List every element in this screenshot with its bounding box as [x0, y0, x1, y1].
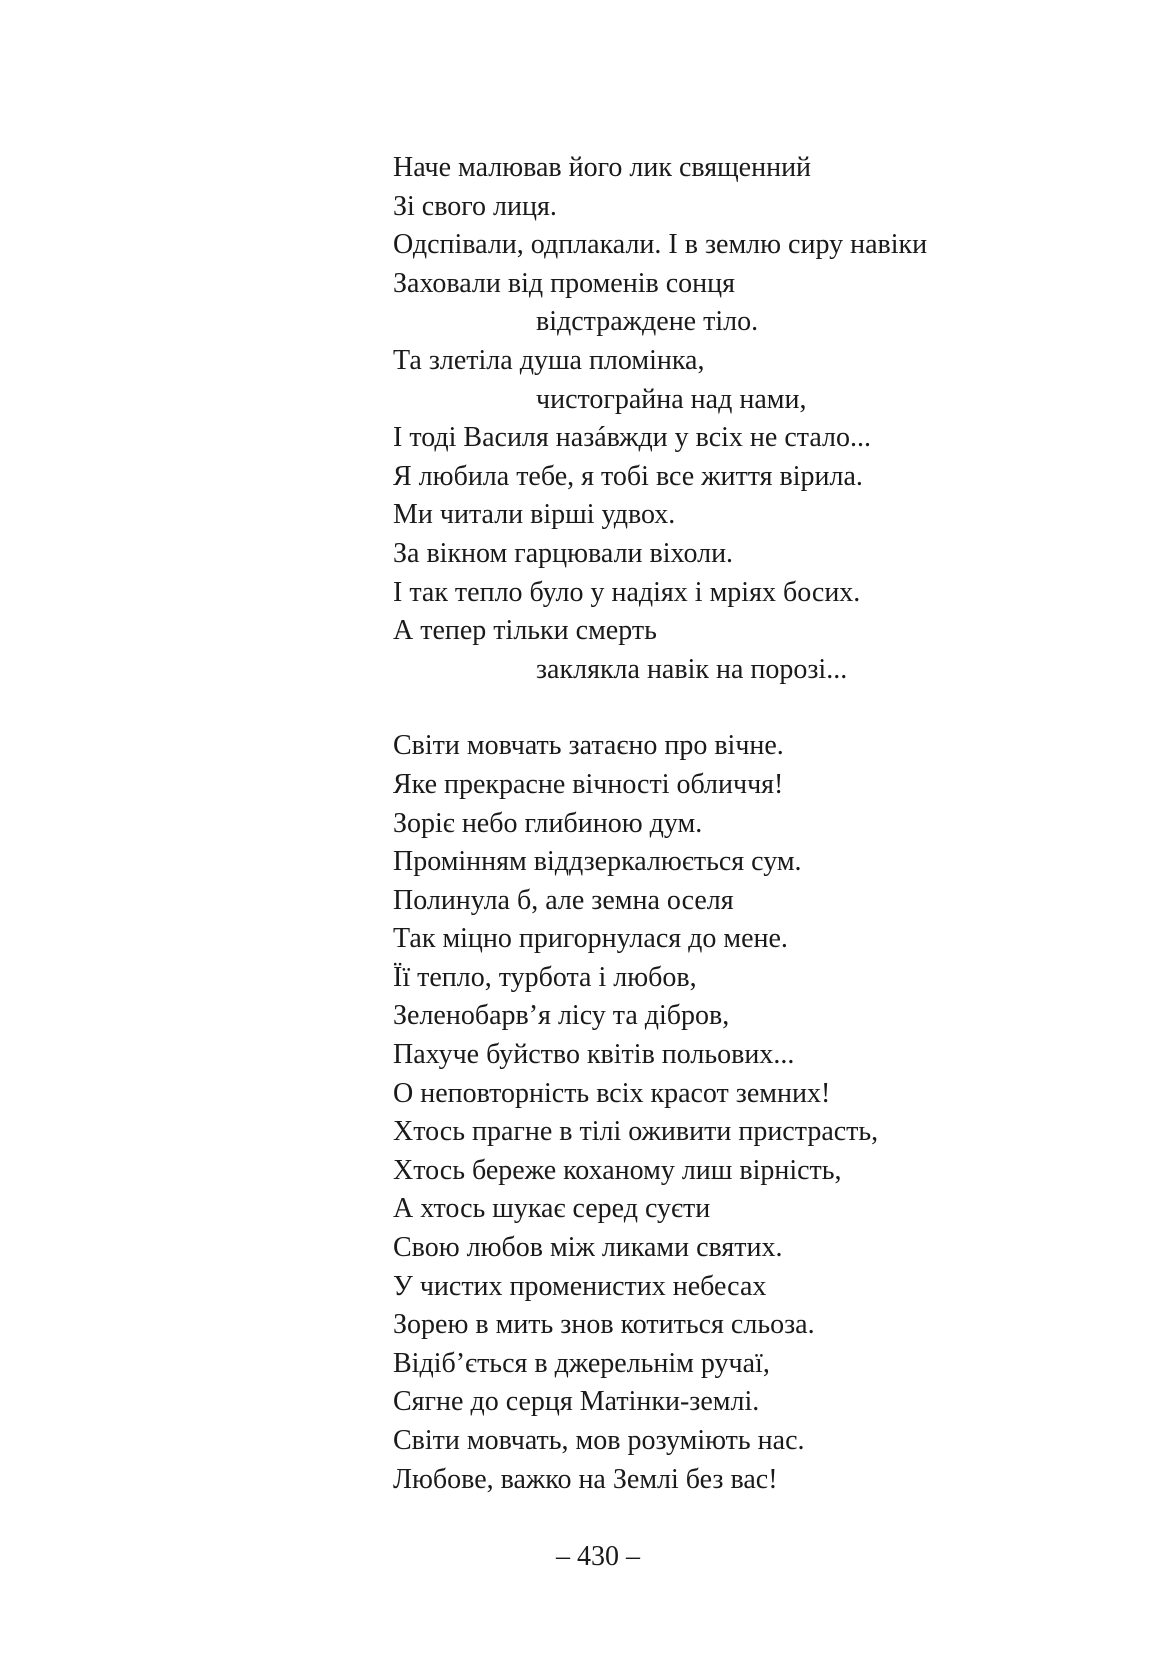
poem-line: Яке прекрасне вічності обличчя!: [393, 768, 784, 800]
poem-line: заклякла навік на порозі...: [536, 653, 848, 685]
poem-line: Сягне до серця Матінки-землі.: [393, 1386, 760, 1418]
poem-line: Ми читали вірші удвох.: [393, 499, 676, 531]
stanza: [393, 149, 1133, 689]
poem-line: За вікном гарцювали віхоли.: [393, 537, 734, 569]
poem-text: [393, 149, 1133, 1499]
poem-line: чистограйна над нами,: [536, 383, 807, 415]
poem-line: Та злетіла душа пломінка,: [393, 344, 705, 376]
poem-line: Одспівали, одплакали. І в землю сиру навіки: [393, 229, 928, 261]
poem-line: Хтось прагне в тілі оживити пристрасть,: [393, 1116, 879, 1148]
poem-line: Відіб’ється в джерельнім ручаї,: [393, 1347, 770, 1379]
poem-line: Любове, важко на Землі без вас!: [393, 1463, 778, 1495]
poem-line: І тоді Василя назáвжди у всіх не стало...: [393, 422, 871, 454]
poem-line: У чистих променистих небесах: [393, 1270, 767, 1302]
poem-line: Пахуче буйство квітів польових...: [393, 1039, 795, 1071]
poem-line: Свою любов між ликами святих.: [393, 1232, 783, 1264]
poem-line: О неповторність всіх красот земних!: [393, 1077, 831, 1109]
poem-line: Так міцно пригорнулася до мене.: [393, 923, 788, 955]
poem-line: Зеленобарв’я лісу та дібров,: [393, 1000, 730, 1032]
poem-line: Світи мовчать затаєно про вічне.: [393, 730, 784, 762]
page-number: – 430 –: [556, 1541, 640, 1572]
poem-line: Зорею в мить знов котиться сльоза.: [393, 1309, 815, 1341]
poem-line: Заховали від променів сонця: [393, 267, 735, 299]
poem-line: Зі свого лиця.: [393, 190, 557, 222]
poem-line: відстраждене тіло.: [536, 306, 759, 338]
poem-line: Її тепло, турбота і любов,: [393, 961, 697, 993]
poem-line: І так тепло було у надіях і мріях босих.: [393, 576, 861, 608]
poem-line: Наче малював його лик священний: [393, 152, 812, 183]
stanza: [393, 727, 1133, 1499]
poem-line: А тепер тільки смерть: [393, 615, 657, 647]
poem-line: Полинула б, але земна оселя: [393, 884, 734, 916]
poem-line: Зоріє небо глибиною дум.: [393, 807, 703, 839]
poem-line: Промінням віддзеркалюється сум.: [393, 846, 802, 878]
poem-line: Хтось береже коханому лиш вірність,: [393, 1154, 842, 1186]
poem-line: Я любила тебе, я тобі все життя вірила.: [393, 460, 863, 492]
poem-line: А хтось шукає серед суєти: [393, 1193, 711, 1225]
poem-line: Світи мовчать, мов розуміють нас.: [393, 1425, 805, 1456]
